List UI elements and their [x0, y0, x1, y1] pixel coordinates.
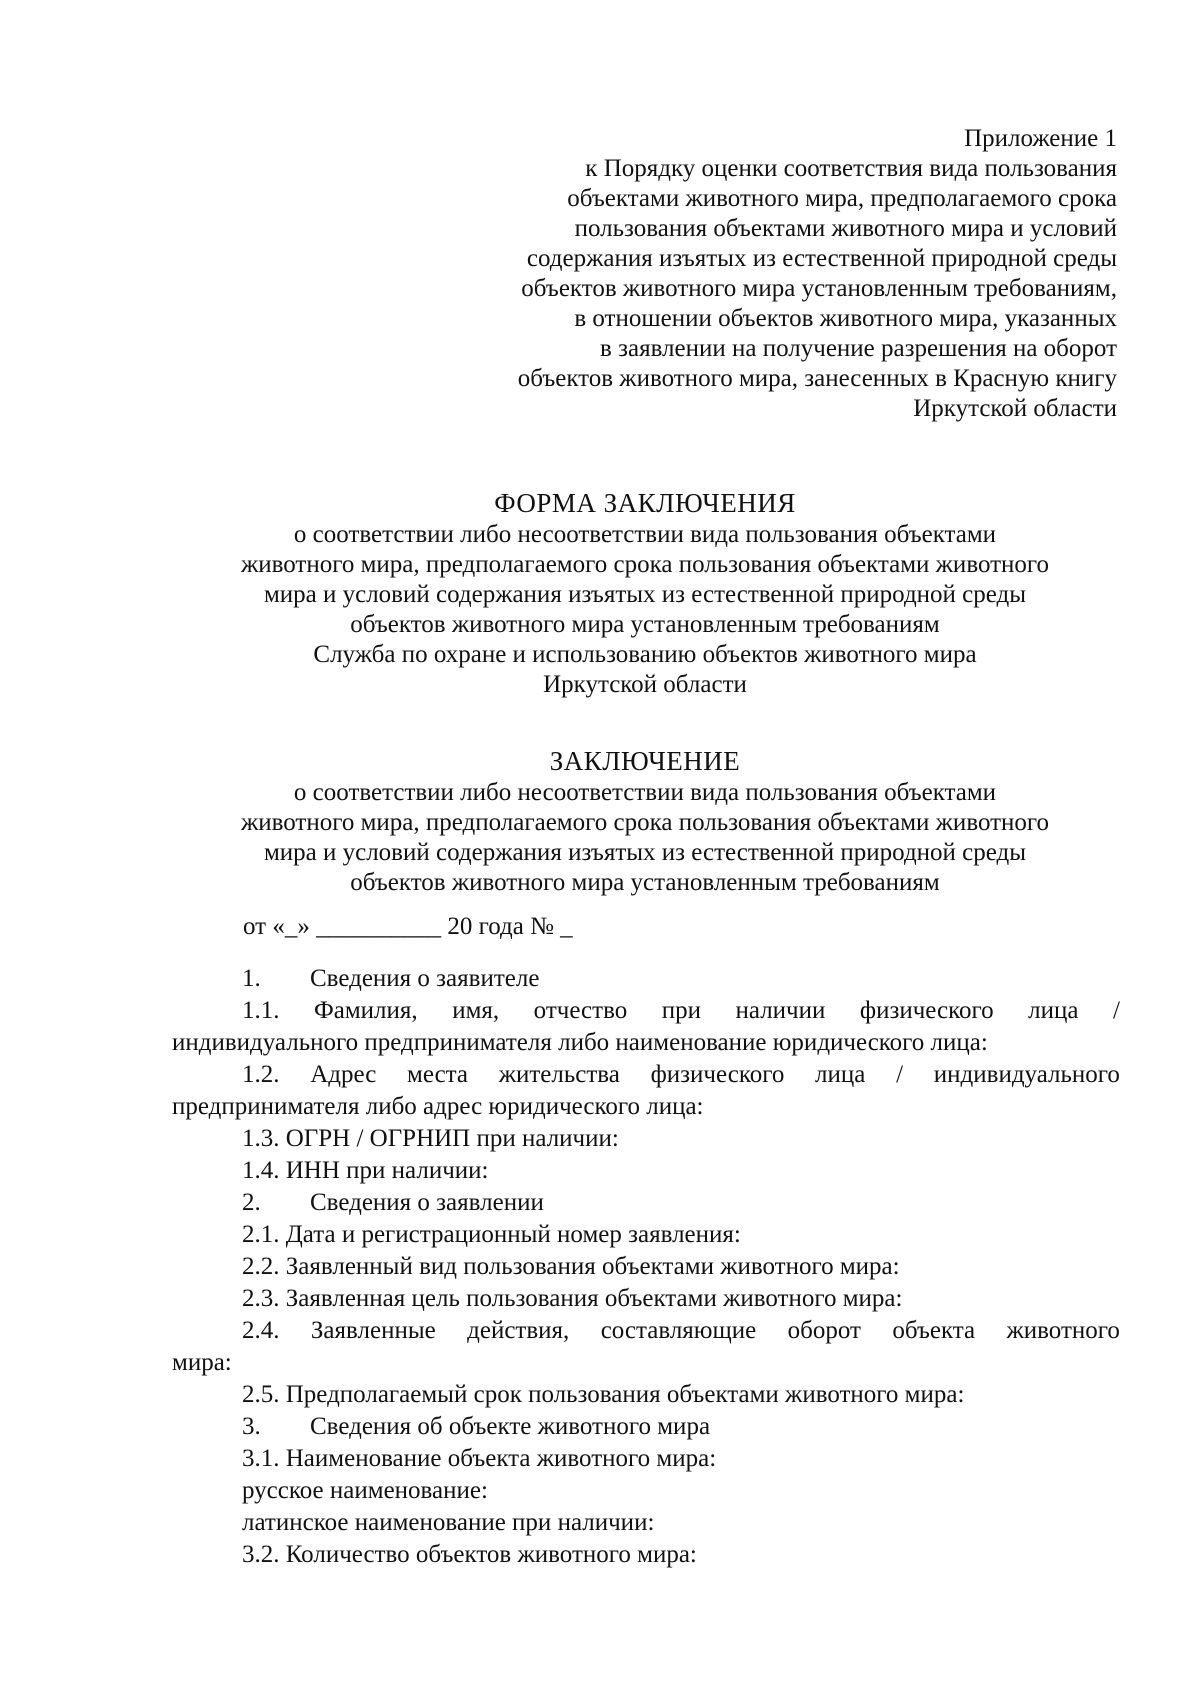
- item-1-2: [172, 1060, 1120, 1092]
- form-title-line: о соответствии либо несоответствии вида пользования объектами: [293, 521, 997, 548]
- conclusion-date-line: от «_» __________ 20 года № _: [243, 913, 573, 940]
- appendix-line: содержания изъятых из естественной природной среды: [526, 245, 1117, 272]
- form-title-line: животного мира, предполагаемого срока пользования объектами животного: [240, 551, 1050, 578]
- word: физического: [650, 1061, 785, 1088]
- appendix-line: объектами животного мира, предполагаемого срока: [567, 185, 1117, 212]
- conclusion-line: объектов животного мира установленным требованиям: [350, 869, 940, 896]
- word: Фамилия,: [314, 997, 418, 1024]
- word: /: [896, 1061, 904, 1088]
- appendix-line: в отношении объектов животного мира, указанных: [574, 305, 1117, 332]
- word: жительства: [498, 1061, 620, 1088]
- section-number: 2.: [242, 1189, 261, 1216]
- word: составляющие: [600, 1317, 757, 1344]
- conclusion-line: о соответствии либо несоответствии вида пользования объектами: [293, 779, 997, 806]
- item-3-2: 3.2. Количество объектов животного мира:: [242, 1541, 697, 1568]
- item-2-4: [172, 1316, 1120, 1348]
- item-1-1-continuation: индивидуального предпринимателя либо наименование юридического лица:: [172, 1029, 988, 1056]
- item-1-4: 1.4. ИНН при наличии:: [242, 1157, 489, 1184]
- section-title: Сведения о заявлении: [310, 1189, 544, 1216]
- appendix-header: [397, 124, 1117, 424]
- item-1-2-continuation: предпринимателя либо адрес юридического лица:: [172, 1093, 704, 1120]
- conclusion-block: [170, 744, 1120, 898]
- conclusion-line: мира и условий содержания изъятых из естественной природной среды: [263, 839, 1027, 866]
- item-1-1: [172, 996, 1120, 1028]
- section-3-heading: [172, 1412, 1120, 1444]
- word: действия,: [467, 1317, 570, 1344]
- item-3-1-latin-name: латинское наименование при наличии:: [242, 1509, 655, 1536]
- item-3-1-russian-name: русское наименование:: [242, 1477, 488, 1504]
- appendix-line: Приложение 1: [964, 125, 1117, 152]
- item-2-1: 2.1. Дата и регистрационный номер заявления:: [242, 1221, 741, 1248]
- word: отчество: [533, 997, 628, 1024]
- word: животного: [1006, 1317, 1120, 1344]
- item-2-4-continuation: мира:: [172, 1349, 232, 1376]
- appendix-line: в заявлении на получение разрешения на оборот: [600, 335, 1117, 362]
- word: физического: [859, 997, 994, 1024]
- appendix-line: пользования объектами животного мира и условий: [574, 215, 1117, 242]
- service-region-line: Иркутской области: [543, 671, 747, 698]
- appendix-line: Иркутской области: [913, 395, 1117, 422]
- section-number: 1.: [242, 965, 261, 992]
- conclusion-heading: ЗАКЛЮЧЕНИЕ: [549, 746, 741, 776]
- item-3-1: 3.1. Наименование объекта животного мира:: [242, 1445, 717, 1472]
- word: лица: [815, 1061, 866, 1088]
- item-2-2: 2.2. Заявленный вид пользования объектами животного мира:: [242, 1253, 900, 1280]
- conclusion-line: животного мира, предполагаемого срока пользования объектами животного: [240, 809, 1050, 836]
- word: объекта: [892, 1317, 976, 1344]
- item-2-3: 2.3. Заявленная цель пользования объектами животного мира:: [242, 1285, 903, 1312]
- word: индивидуального: [933, 1061, 1120, 1088]
- appendix-line: объектов животного мира, занесенных в Красную книгу: [517, 365, 1117, 392]
- appendix-line: к Порядку оценки соответствия вида пользования: [585, 155, 1117, 182]
- form-title-line: объектов животного мира установленным требованиям: [350, 611, 940, 638]
- word: при: [661, 997, 701, 1024]
- word: 1.1.: [242, 997, 280, 1024]
- item-1-3: 1.3. ОГРН / ОГРНИП при наличии:: [242, 1125, 619, 1152]
- section-number: 3.: [242, 1413, 261, 1440]
- form-title-line: мира и условий содержания изъятых из естественной природной среды: [263, 581, 1027, 608]
- appendix-line: объектов животного мира установленным требованиям,: [521, 275, 1117, 302]
- section-1-heading: [172, 964, 1120, 996]
- word: /: [1113, 997, 1120, 1024]
- word: оборот: [787, 1317, 861, 1344]
- section-title: Сведения о заявителе: [310, 965, 540, 992]
- form-title-block: [170, 486, 1120, 700]
- word: места: [407, 1061, 468, 1088]
- word: имя,: [452, 997, 500, 1024]
- section-2-heading: [172, 1188, 1120, 1220]
- item-2-5: 2.5. Предполагаемый срок пользования объектами животного мира:: [242, 1381, 965, 1408]
- word: Адрес: [310, 1061, 377, 1088]
- word: наличии: [735, 997, 826, 1024]
- word: Заявленные: [310, 1317, 436, 1344]
- word: 2.4.: [242, 1317, 280, 1344]
- word: лица: [1028, 997, 1079, 1024]
- section-title: Сведения об объекте животного мира: [310, 1413, 711, 1440]
- service-name-line: Служба по охране и использованию объектов животного мира: [313, 641, 977, 668]
- sections-body: [172, 964, 1120, 1572]
- word: 1.2.: [242, 1061, 280, 1088]
- form-title-heading: ФОРМА ЗАКЛЮЧЕНИЯ: [494, 488, 796, 518]
